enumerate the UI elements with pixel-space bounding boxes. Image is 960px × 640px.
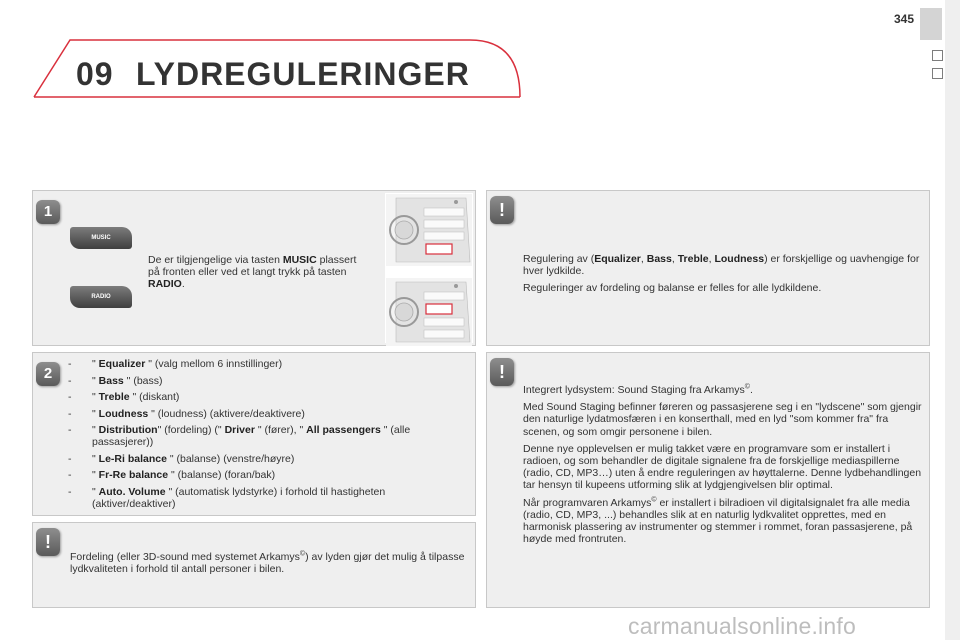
setting-name: Treble bbox=[98, 391, 130, 403]
copyright-mark: © bbox=[651, 496, 657, 504]
page-number: 345 bbox=[893, 12, 914, 26]
list-quote: " bbox=[92, 407, 99, 420]
list-dash: - bbox=[68, 424, 72, 436]
setting-name: Treble bbox=[677, 253, 709, 265]
list-dash: - bbox=[68, 391, 72, 403]
step1-text-end: . bbox=[181, 278, 185, 291]
setting-desc: " (bass) bbox=[123, 374, 163, 387]
list-item bbox=[66, 358, 470, 370]
list-item bbox=[66, 453, 470, 465]
setting-name: Le-Ri balance bbox=[98, 452, 167, 465]
text-segment: , bbox=[671, 253, 678, 265]
chapter-title: LYDREGULERINGER bbox=[136, 56, 470, 92]
list-item bbox=[66, 375, 470, 387]
setting-name: Equalizer bbox=[594, 253, 641, 265]
note-paragraph bbox=[523, 497, 925, 546]
music-keyword: MUSIC bbox=[282, 254, 317, 266]
text-segment: . bbox=[749, 384, 753, 396]
list-quote: " bbox=[92, 358, 99, 370]
list-dash: - bbox=[68, 485, 72, 498]
list-item bbox=[66, 408, 470, 420]
note-right-bottom-text bbox=[523, 384, 925, 550]
text-segment: , bbox=[708, 253, 715, 265]
chapter-number: 09 bbox=[76, 56, 114, 92]
settings-list bbox=[66, 358, 470, 514]
setting-name: Bass bbox=[646, 253, 672, 265]
list-quote: " bbox=[92, 424, 99, 436]
setting-name: Bass bbox=[98, 374, 124, 387]
list-dash: - bbox=[68, 469, 72, 482]
list-quote: " bbox=[92, 485, 99, 498]
note-paragraph: Denne nye opplevelsen er mulig takket være en programvare som er installert i radioen, og som behandler de digitale signalene fra de forskjellige mediaspillerne (radio, CD, MP3…) uten å endre reguleringen av høyttalerne. Denne lydbehandlingen tar hensyn til kupeens utforming slik at lydgjengivelsen blir optimal. bbox=[523, 442, 922, 492]
note-left-text-pre: Fordeling (eller 3D-sound med systemet Arkamys bbox=[70, 551, 300, 563]
list-dash: - bbox=[68, 452, 72, 465]
list-quote: " bbox=[92, 374, 99, 387]
note-paragraph: Reguleringer av fordeling og balanse er felles for alle lydkildene. bbox=[523, 282, 822, 295]
warning-icon: ! bbox=[36, 528, 60, 556]
list-quote: " bbox=[92, 469, 99, 482]
step-1-icon: 1 bbox=[36, 200, 60, 224]
setting-desc: " (alle passasjerer)) bbox=[92, 424, 411, 449]
setting-name: Equalizer bbox=[98, 358, 146, 370]
text-segment: Integrert lydsystem: Sound Staging fra Arkamys bbox=[523, 384, 745, 396]
audio-console-illustration bbox=[386, 278, 472, 346]
setting-name: Loudness bbox=[98, 407, 149, 420]
setting-name: Fr-Re balance bbox=[98, 469, 169, 482]
setting-desc: " (balanse) (foran/bak) bbox=[168, 469, 276, 482]
setting-desc: " (balanse) (venstre/høyre) bbox=[166, 452, 295, 465]
setting-name: All passengers bbox=[306, 424, 381, 436]
setting-desc: " (loudness) (aktivere/deaktivere) bbox=[148, 407, 305, 420]
step1-text bbox=[148, 254, 362, 291]
step1-text-mid: plassert på fronten eller ved et langt trykk på tasten bbox=[148, 254, 357, 279]
setting-name: Loudness bbox=[714, 253, 765, 265]
note-left-text bbox=[70, 551, 470, 575]
list-dash: - bbox=[68, 374, 72, 387]
list-item bbox=[66, 391, 470, 403]
list-item bbox=[66, 486, 470, 510]
list-quote: " bbox=[92, 452, 99, 465]
setting-desc: " (automatisk lydstyrke) i forhold til hastigheten (aktiver/deaktiver) bbox=[92, 485, 386, 510]
list-dash: - bbox=[68, 358, 72, 370]
note-paragraph bbox=[523, 253, 925, 277]
setting-name: Driver bbox=[224, 424, 255, 436]
radio-keyword: RADIO bbox=[148, 278, 182, 291]
step-2-icon: 2 bbox=[36, 362, 60, 386]
note-left-text-post: ) av lyden gjør det mulig å tilpasse lydkvaliteten i forhold til antall personer i bilen. bbox=[70, 551, 465, 576]
setting-desc: " (diskant) bbox=[129, 391, 180, 403]
setting-desc: " (fører), " bbox=[254, 424, 307, 436]
text-segment: ) er forskjellige og uavhengige for hver lydkilde. bbox=[523, 253, 920, 278]
step1-text-pre: De er tilgjengelige via tasten bbox=[148, 254, 283, 266]
chapter-header-arc bbox=[0, 0, 960, 110]
setting-name: Auto. Volume bbox=[98, 485, 166, 498]
note-paragraph bbox=[523, 384, 925, 396]
list-quote: " bbox=[92, 391, 99, 403]
text-segment: er installert i bilradioen vil digitalsignalet fra alle media (radio, CD, MP3, ...) behandles slik at en naturlig lydkvalitet opprettes, med en harmonisk plassering av instrumenter og stemmer i rommet, foran passasjerene, på høyde med frontruten. bbox=[523, 496, 913, 546]
text-segment: Når programvaren Arkamys bbox=[523, 496, 652, 509]
copyright-mark: © bbox=[744, 383, 750, 391]
text-segment: , bbox=[640, 253, 647, 265]
list-dash: - bbox=[68, 407, 72, 420]
setting-desc: " (fordeling) (" bbox=[157, 424, 225, 436]
setting-desc: " (valg mellom 6 innstillinger) bbox=[145, 358, 283, 370]
audio-console-illustration bbox=[386, 194, 472, 266]
warning-icon: ! bbox=[490, 196, 514, 224]
list-item bbox=[66, 424, 470, 448]
setting-name: Distribution bbox=[98, 424, 158, 436]
watermark: carmanualsonline.info bbox=[628, 613, 856, 639]
text-segment: Regulering av ( bbox=[523, 253, 595, 265]
radio-key: RADIO bbox=[70, 286, 132, 308]
warning-icon: ! bbox=[490, 358, 514, 386]
note-right-top-text bbox=[523, 253, 925, 300]
list-item bbox=[66, 469, 470, 481]
copyright-mark: © bbox=[299, 550, 306, 558]
note-paragraph: Med Sound Staging befinner føreren og passasjerene seg i en "lydscene" som gjengir den naturlige lydatmosfæren i en konserthall, med en lyd "som kommer fra" fra scenen, og som omgir personene i bilen. bbox=[523, 401, 922, 438]
music-key: MUSIC bbox=[70, 227, 132, 249]
